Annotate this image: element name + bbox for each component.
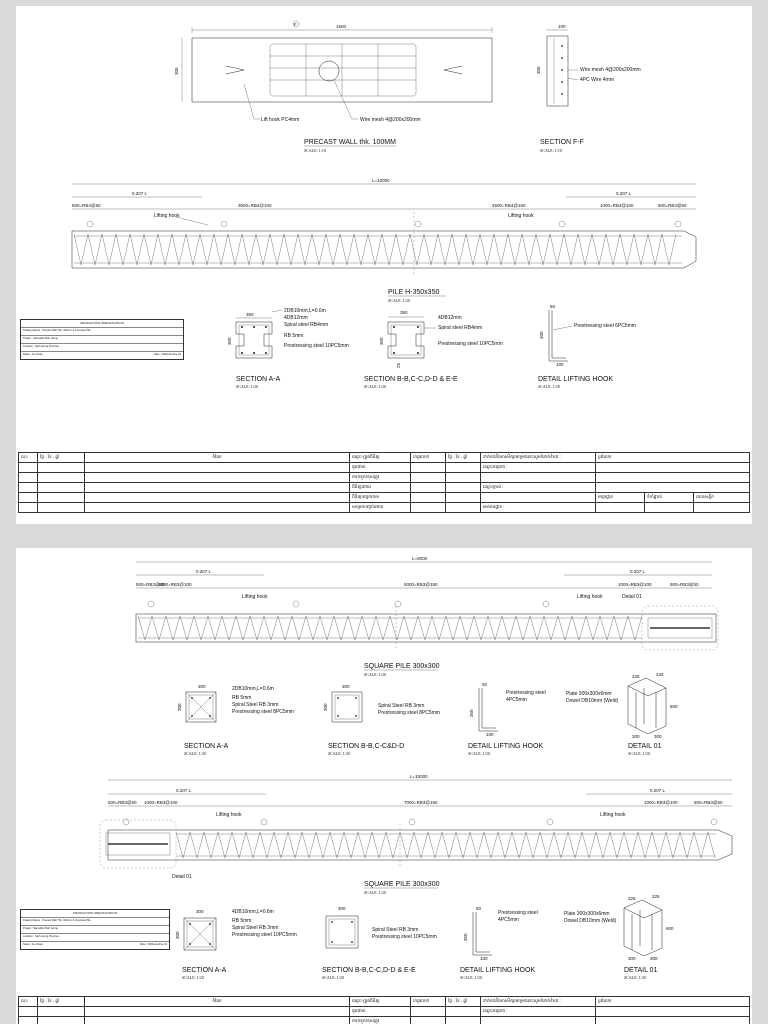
svg-text:300: 300: [632, 734, 640, 739]
svg-text:500=RB3@50: 500=RB3@50: [136, 582, 165, 587]
svg-text:50: 50: [482, 682, 488, 687]
svg-text:300: 300: [342, 684, 350, 689]
svg-text:Spiral Steel RB 3mm: Spiral Steel RB 3mm: [378, 703, 425, 709]
svg-text:225: 225: [656, 672, 664, 677]
pile-seg-2: 3500=RB4@100: [238, 203, 272, 208]
svg-text:0.207 L: 0.207 L: [650, 788, 666, 793]
svg-text:Lifting hook: Lifting hook: [242, 594, 268, 600]
lift-hook-label: Lift hook PC4mm: [261, 117, 300, 123]
svg-text:350: 350: [246, 312, 254, 317]
svg-text:Spiral steel RB4mm: Spiral steel RB4mm: [284, 322, 329, 328]
drawing-sheet-1: [16, 6, 752, 524]
svg-text:300: 300: [198, 684, 206, 689]
svg-text:4PC5mm: 4PC5mm: [498, 917, 519, 923]
svg-text:50: 50: [476, 906, 482, 911]
svg-text:225: 225: [632, 674, 640, 679]
svg-text:2DB10mm,L=0.6m: 2DB10mm,L=0.6m: [284, 308, 326, 314]
svg-text:1000=RB3@100: 1000=RB3@100: [158, 582, 192, 587]
svg-text:4PC5mm: 4PC5mm: [506, 697, 527, 703]
svg-text:350: 350: [227, 337, 232, 345]
svg-text:SCALE: 1/20: SCALE: 1/20: [364, 672, 386, 677]
row1-lifting-hook: [468, 682, 546, 756]
pile-h-elevation: [72, 178, 696, 303]
svg-text:SCALE: 1/20: SCALE: 1/20: [628, 751, 650, 756]
svg-text:DETAIL 01: DETAIL 01: [628, 743, 662, 750]
title-block-1: ល.រ ថ្ងៃ . ខែ . ឆ្នាំ កំណែ ឈ្មោះ-ត្រួតពិនិត្យ ហត្ថលេខា ថ្ងៃ . ខែ . ឆ្នាំ ទាក់ទងនឹងការសិក្សាគម្រោងនេះសូមទំនាក់ទំនង : ប្លង់លេខ គូរដោយ ឈ្មោះគម្រោង : ការទទួលខុសត្រូវ ពិនិត្យដោយ ឈ្មោះម្ចាស់ : ពិនិត្យបច្ចេកទេស មាត្រដ្ឋាន ទំហំផ្ទាល់ លេខសន្លឹក សម្រេចបញ្ចប់ដោយ អាសយដ្ឋាន :: [18, 452, 750, 513]
section-ff-scale: SCALE: 1/10: [540, 148, 562, 153]
svg-text:SCALE: 1/20: SCALE: 1/20: [538, 384, 560, 389]
section-ff-thk: 100: [558, 24, 566, 29]
section-ff-title: SECTION F-F: [540, 139, 584, 146]
pile-seg-5: 500=RB4@50: [658, 203, 687, 208]
svg-text:SCALE: 1/20: SCALE: 1/20: [236, 384, 258, 389]
svg-text:4DB10mm,L=0.6m: 4DB10mm,L=0.6m: [232, 909, 274, 915]
square-pile-8m: [136, 556, 718, 677]
detail-01-callout: Detail 01: [622, 594, 642, 600]
svg-text:25: 25: [396, 362, 401, 368]
precast-wall-title: PRECAST WALL thk. 100MM: [304, 139, 396, 146]
svg-text:4DB12mm: 4DB12mm: [284, 315, 308, 321]
precast-wall-elevation: [174, 21, 492, 153]
svg-text:1000=RB3@100: 1000=RB3@100: [618, 582, 652, 587]
svg-text:300: 300: [196, 909, 204, 914]
svg-text:100: 100: [556, 362, 564, 367]
svg-text:SCALE: 1/20: SCALE: 1/20: [322, 975, 344, 980]
svg-text:Plate 300x300x6mm: Plate 300x300x6mm: [566, 691, 612, 697]
svg-text:SCALE: 1/20: SCALE: 1/20: [460, 975, 482, 980]
section-f-f: [536, 24, 641, 153]
spiral-reinforcement: [138, 616, 642, 640]
svg-text:SCALE: 1/20: SCALE: 1/20: [184, 751, 206, 756]
svg-text:300: 300: [628, 956, 636, 961]
svg-text:2DB10mm,L=0.6m: 2DB10mm,L=0.6m: [232, 686, 274, 692]
pile-right-fraction: 0.207 L: [616, 191, 632, 196]
pile-h-title: PILE H-350x350: [388, 289, 440, 296]
svg-text:SECTION B-B,C-C,D-D & E-E: SECTION B-B,C-C,D-D & E-E: [322, 967, 416, 974]
svg-text:1000=RB3@100: 1000=RB3@100: [144, 800, 178, 805]
pile-lifting-hook-1: Lifting hook: [154, 213, 180, 219]
sheet-1-drawing: [16, 6, 752, 524]
square-pile-8m-body: [138, 616, 642, 640]
svg-text:Lifting hook: Lifting hook: [577, 594, 603, 600]
svg-text:0.207 L: 0.207 L: [630, 569, 646, 574]
svg-text:SECTION A-A: SECTION A-A: [184, 743, 229, 750]
svg-text:300: 300: [654, 734, 662, 739]
wall-width-dim: 1500: [336, 24, 347, 29]
svg-text:400: 400: [539, 331, 544, 339]
svg-text:RB 5mm: RB 5mm: [284, 333, 304, 339]
svg-text:Spiral Steel RB 3mm: Spiral Steel RB 3mm: [232, 702, 279, 708]
pile-lifting-hook-2: Lifting hook: [508, 213, 534, 219]
row2-lifting-hook: [460, 906, 538, 980]
svg-text:SCALE: 1/20: SCALE: 1/20: [624, 975, 646, 980]
svg-text:50: 50: [550, 304, 556, 309]
svg-text:Spiral steel RB4mm: Spiral steel RB4mm: [438, 325, 483, 331]
svg-text:SCALE: 1/20: SCALE: 1/20: [364, 384, 386, 389]
wire-mesh-label: Wire mesh 4@200x200mm: [360, 117, 421, 123]
svg-text:350: 350: [400, 310, 408, 315]
svg-text:SCALE: 1/20: SCALE: 1/20: [468, 751, 490, 756]
svg-text:DETAIL LIFTING HOOK: DETAIL LIFTING HOOK: [468, 743, 544, 750]
svg-text:Detail 01: Detail 01: [172, 874, 192, 880]
production-spec-box-2: PRODUCTION SPECIFICATION Drawing Name : Precast Wall Thk. 100mm & Concrete Pile Project : Stanstiltor Boh Horng Location : Sarh Horng Province Notes : As shown Date : 06/Decembre-19: [20, 909, 170, 950]
row1-section-b: [323, 684, 440, 756]
square-pile-10m-body: [176, 832, 716, 858]
row2-section-b: [322, 906, 437, 980]
svg-text:DETAIL LIFTING HOOK: DETAIL LIFTING HOOK: [460, 967, 536, 974]
svg-text:Prestressing steel 10PC5mm: Prestressing steel 10PC5mm: [232, 932, 297, 938]
svg-text:SCALE: 1/20: SCALE: 1/20: [364, 890, 386, 895]
svg-text:RB 5mm: RB 5mm: [232, 918, 252, 924]
svg-text:350: 350: [469, 709, 474, 717]
square-pile-10m-title: SQUARE PILE 300x300: [364, 881, 440, 888]
svg-text:225: 225: [628, 896, 636, 901]
section-b-b-title: SECTION B-B,C-C,D-D & E-E: [364, 376, 458, 383]
sheet-2-drawing: [16, 548, 752, 1024]
svg-text:0.207 L: 0.207 L: [196, 569, 212, 574]
svg-text:300: 300: [650, 956, 658, 961]
pile-seg-1: 500=RB4@50: [72, 203, 101, 208]
svg-text:SCALE: 1/20: SCALE: 1/20: [328, 751, 350, 756]
svg-text:SECTION A-A: SECTION A-A: [182, 967, 227, 974]
row1-detail-01: [566, 672, 678, 756]
svg-text:Prestressing steel 10PC5mm: Prestressing steel 10PC5mm: [438, 341, 503, 347]
drawing-sheet-2: [16, 548, 752, 1024]
svg-text:600: 600: [666, 926, 674, 931]
detail-lifting-hook-1: [538, 304, 636, 389]
row2-section-a: [175, 909, 297, 980]
svg-text:Lifting hook: Lifting hook: [216, 812, 242, 818]
pile-h-scale: SCALE: 1/20: [388, 298, 410, 303]
section-b-b: [364, 310, 503, 389]
pile-left-fraction: 0.207 L: [132, 191, 148, 196]
svg-text:SCALE: 1/20: SCALE: 1/20: [182, 975, 204, 980]
svg-text:500=RB3@50: 500=RB3@50: [670, 582, 699, 587]
svg-text:L=8000: L=8000: [412, 556, 428, 561]
svg-text:Spiral Steel RB 3mm: Spiral Steel RB 3mm: [372, 927, 419, 933]
svg-text:300: 300: [323, 703, 328, 711]
svg-text:300: 300: [175, 931, 180, 939]
row2-detail-01: [564, 894, 674, 980]
svg-text:Spiral Steel RB 3mm: Spiral Steel RB 3mm: [232, 925, 279, 931]
svg-text:Prestressing steel 10PC5mm: Prestressing steel 10PC5mm: [372, 934, 437, 940]
section-ff-wire: 4PC Wire 4mm: [580, 77, 614, 83]
spiral-reinforcement: [74, 234, 676, 265]
svg-text:0.207 L: 0.207 L: [176, 788, 192, 793]
precast-wall-scale: SCALE: 1/10: [304, 148, 326, 153]
section-a-a: [227, 308, 349, 389]
pile-h-body: [74, 234, 682, 265]
spiral-reinforcement: [176, 832, 715, 858]
svg-text:Prestressing steel 10PC5mm: Prestressing steel 10PC5mm: [284, 343, 349, 349]
square-pile-10m: [100, 774, 732, 895]
svg-text:100: 100: [486, 732, 494, 737]
svg-text:Prestressing steel: Prestressing steel: [498, 910, 538, 916]
svg-text:L=10000: L=10000: [410, 774, 428, 779]
pile-total-length: L=10000: [372, 178, 390, 183]
svg-text:Prestressing steel 8PC5mm: Prestressing steel 8PC5mm: [378, 710, 440, 716]
svg-text:SECTION B-B,C-C&D-D: SECTION B-B,C-C&D-D: [328, 743, 405, 750]
svg-text:RB 5mm: RB 5mm: [232, 695, 252, 701]
svg-text:500=RB3@50: 500=RB3@50: [108, 800, 137, 805]
svg-text:Plate 300x300x6mm: Plate 300x300x6mm: [564, 911, 610, 917]
svg-text:Dowel DB10mm (Weld): Dowel DB10mm (Weld): [566, 698, 619, 704]
production-spec-box: PRODUCTION SPECIFICATION Drawing Name : Precast Wall Thk. 100mm & Concrete Pile Project : Stanstiltor Boh Horng Location : Sarh Horng Province Notes : As shown Date : 06/Decembre-19: [20, 319, 184, 360]
svg-text:Prestressing steel 8PC5mm: Prestressing steel 8PC5mm: [232, 709, 294, 715]
svg-text:Prestressing steel 6PC5mm: Prestressing steel 6PC5mm: [574, 323, 636, 329]
svg-text:500=RB3@50: 500=RB3@50: [694, 800, 723, 805]
section-ff-height: 300: [536, 66, 541, 74]
title-block-2: ល.រ ថ្ងៃ . ខែ . ឆ្នាំ កំណែ ឈ្មោះ-ត្រួតពិនិត្យ ហត្ថលេខា ថ្ងៃ . ខែ . ឆ្នាំ ទាក់ទងនឹងការសិក្សាគម្រោងនេះសូមទំនាក់ទំនង : ប្លង់លេខ គូរដោយ ឈ្មោះគម្រោង : ការទទួលខុសត្រូវ: [18, 996, 750, 1024]
wall-height-dim: 300: [174, 67, 179, 75]
svg-text:350: 350: [379, 337, 384, 345]
svg-text:300: 300: [338, 906, 346, 911]
svg-text:100: 100: [480, 956, 488, 961]
lifting-hook-title: DETAIL LIFTING HOOK: [538, 376, 614, 383]
svg-text:1000=RB3@100: 1000=RB3@100: [644, 800, 678, 805]
section-ff-mesh: Wire mesh 4@200x200mm: [580, 67, 641, 73]
section-a-a-title: SECTION A-A: [236, 376, 281, 383]
svg-text:DETAIL 01: DETAIL 01: [624, 967, 658, 974]
square-pile-8m-title: SQUARE PILE 300x300: [364, 663, 440, 670]
svg-text:7000=RB3@150: 7000=RB3@150: [404, 800, 438, 805]
svg-text:300: 300: [177, 703, 182, 711]
pile-seg-4: 1000=RB4@100: [600, 203, 634, 208]
svg-text:350: 350: [463, 933, 468, 941]
svg-text:600: 600: [670, 704, 678, 709]
svg-text:4DB12mm: 4DB12mm: [438, 315, 462, 321]
svg-text:225: 225: [652, 894, 660, 899]
row1-section-a: [177, 684, 294, 756]
pile-seg-3: 4500=RB4@150: [492, 203, 526, 208]
section-marker-f: F: [294, 22, 297, 27]
svg-text:Prestressing steel: Prestressing steel: [506, 690, 546, 696]
svg-text:5000=RB3@150: 5000=RB3@150: [404, 582, 438, 587]
svg-text:Lifting hook: Lifting hook: [600, 812, 626, 818]
svg-text:Dowel DB10mm (Weld): Dowel DB10mm (Weld): [564, 918, 617, 924]
